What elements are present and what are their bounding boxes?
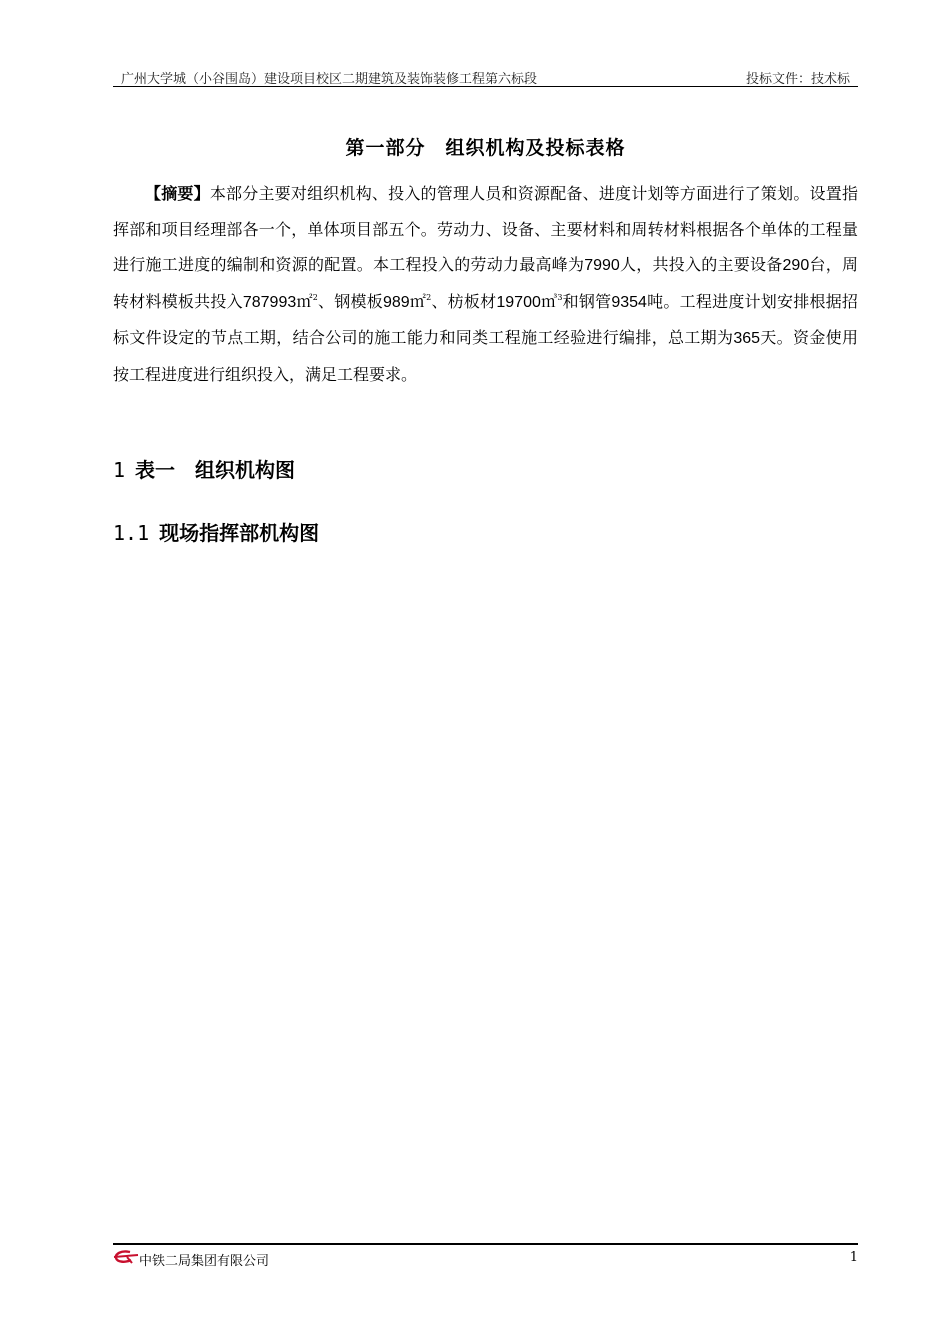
header-project-title: 广州大学城（小谷围岛）建设项目校区二期建筑及装饰装修工程第六标段 [121,72,538,87]
page-footer [113,1243,858,1271]
section-heading-1 [113,454,295,483]
abstract-text: 、钢模板 [317,291,383,311]
abstract-text: 吨。工程进度计划安排根据招标文件设定的节点工期，结合公司的施工能力和同类工程施工经验进行编排，总工期为 [113,291,858,347]
equipment-count-value: 290 [782,257,810,274]
timber-volume-value: 19700 [496,293,541,311]
abstract-text: 天。资金使用按工程进度进行组织投入，满足工程要求。 [113,328,858,384]
page-number: 1 [849,1250,858,1265]
page-header [113,66,858,87]
steel-pipe-value: 9354 [611,293,647,311]
unit-superscript: 2 [312,292,318,302]
unit-square-meter: ㎡ [296,291,313,311]
abstract-lead: 【摘要】 [145,184,210,203]
total-duration-value: 365 [733,330,761,347]
section-number: 1.1 [113,521,150,545]
section-title: 表一 组织机构图 [135,458,296,482]
steel-formwork-value: 989 [382,293,410,311]
part-title: 第一部分 组织机构及投标表格 [345,137,626,159]
abstract-text: 和钢管 [562,291,612,311]
section-title: 现场指挥部机构图 [159,521,320,545]
section-number: 1 [113,458,126,482]
abstract-text: 台，周转材料模板共投入 [113,255,858,311]
abstract-paragraph [113,176,858,392]
unit-superscript: 2 [426,292,432,302]
abstract-text: 本部分主要对组织机构、投入的管理人员和资源配备、进度计划等方面进行了策划。设置指挥部和项目经理部各一个，单体项目部五个。劳动力、设备、主要材料和周转材料根据各个单体的工程量进行施工进度的编制和资源的配置。本工程投入的劳动力最高峰为 [113,184,858,274]
formwork-area-value: 787993 [242,293,297,311]
header-doc-type: 投标文件：技术标 [745,72,850,87]
section-heading-1-1 [113,517,319,546]
abstract-text: 、枋板材 [431,291,497,311]
company-logo-icon [113,1249,139,1265]
unit-cubic-meter: ㎥ [540,291,558,311]
labor-peak-value: 7990 [584,257,620,274]
unit-superscript: 3 [557,292,563,302]
abstract-text: 人，共投入的主要设备 [619,255,783,274]
unit-square-meter: ㎡ [409,291,427,311]
footer-company-name: 中铁二局集团有限公司 [139,1254,270,1269]
